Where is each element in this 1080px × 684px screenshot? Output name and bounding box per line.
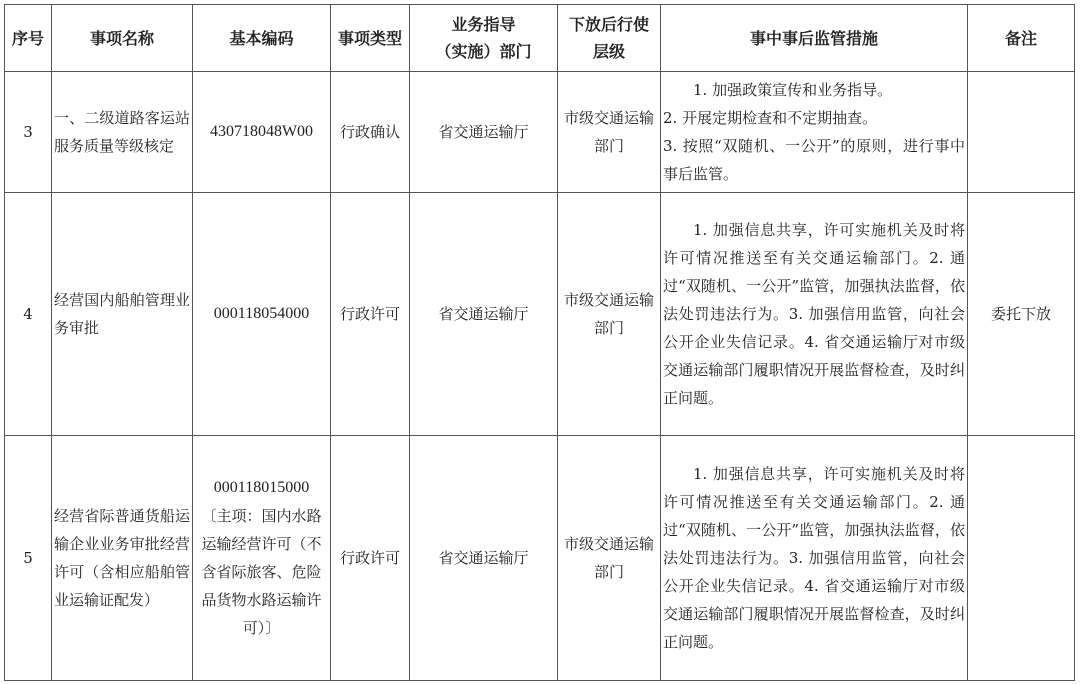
header-level bbox=[558, 5, 661, 72]
cell-remark bbox=[968, 72, 1075, 193]
cell-name: 经营省际普通货船运输企业业务审批经营许可（含相应船舶管业运输证配发） bbox=[52, 436, 193, 681]
measure-item: 2. 开展定期检查和不定期抽查。 bbox=[663, 109, 878, 127]
cell-seq: 5 bbox=[5, 436, 52, 681]
cell-code: 000118054000 bbox=[193, 193, 331, 436]
header-dept-line2: （实施）部门 bbox=[435, 42, 532, 61]
supervision-table bbox=[4, 4, 1075, 681]
cell-level: 市级交通运输部门 bbox=[558, 193, 661, 436]
header-dept-line1: 业务指导 bbox=[451, 15, 516, 34]
cell-dept: 省交通运输厅 bbox=[410, 193, 558, 436]
cell-type: 行政许可 bbox=[331, 193, 410, 436]
header-level-line1: 下放后行使 bbox=[568, 15, 649, 34]
cell-level: 市级交通运输部门 bbox=[558, 72, 661, 193]
cell-name: 经营国内船舶管理业务审批 bbox=[52, 193, 193, 436]
cell-code: 430718048W00 bbox=[193, 72, 331, 193]
cell-seq: 4 bbox=[5, 193, 52, 436]
header-measures: 事中事后监管措施 bbox=[661, 5, 968, 72]
table-row bbox=[5, 436, 1075, 681]
measure-item: 1. 加强信息共享，许可实施机关及时将许可情况推送至有关交通运输部门。2. 通过“双随机、一公开”监管，加强执法监督，依法处罚违法行为。3. 加强信用监管，向社会公开企业失信记录。4. 省交通运输厅对市级交通运输部门履职情况开展监督检查，及时纠正问题。 bbox=[663, 221, 965, 407]
cell-level: 市级交通运输部门 bbox=[558, 436, 661, 681]
header-level-line2: 层级 bbox=[592, 42, 625, 61]
measure-item: 1. 加强政策宣传和业务指导。 bbox=[693, 81, 893, 99]
header-code: 基本编码 bbox=[193, 5, 331, 72]
cell-type: 行政许可 bbox=[331, 436, 410, 681]
header-type: 事项类型 bbox=[331, 5, 410, 72]
measure-item: 1. 加强信息共享，许可实施机关及时将许可情况推送至有关交通运输部门。2. 通过“双随机、一公开”监管，加强执法监督，依法处罚违法行为。3. 加强信用监管，向社会公开企业失信记录。4. 省交通运输厅对市级交通运输部门履职情况开展监督检查，及时纠正问题。 bbox=[663, 465, 965, 651]
cell-remark: 委托下放 bbox=[968, 193, 1075, 436]
table-row bbox=[5, 72, 1075, 193]
cell-type: 行政确认 bbox=[331, 72, 410, 193]
cell-code-note: 〔主项：国内水路运输经营许可（不含省际旅客、危险品货物水路运输许可）〕 bbox=[201, 507, 322, 637]
cell-dept: 省交通运输厅 bbox=[410, 72, 558, 193]
cell-measures bbox=[661, 72, 968, 193]
cell-remark bbox=[968, 436, 1075, 681]
header-dept bbox=[410, 5, 558, 72]
measure-item: 3. 按照“双随机、一公开”的原则，进行事中事后监管。 bbox=[663, 137, 965, 183]
cell-dept: 省交通运输厅 bbox=[410, 436, 558, 681]
header-seq: 序号 bbox=[5, 5, 52, 72]
cell-name: 一、二级道路客运站服务质量等级核定 bbox=[52, 72, 193, 193]
cell-code bbox=[193, 436, 331, 681]
cell-code-value: 000118015000 bbox=[213, 479, 310, 496]
header-name: 事项名称 bbox=[52, 5, 193, 72]
cell-seq: 3 bbox=[5, 72, 52, 193]
cell-measures bbox=[661, 436, 968, 681]
table-row bbox=[5, 193, 1075, 436]
header-remark: 备注 bbox=[968, 5, 1075, 72]
header-row bbox=[5, 5, 1075, 72]
cell-measures bbox=[661, 193, 968, 436]
